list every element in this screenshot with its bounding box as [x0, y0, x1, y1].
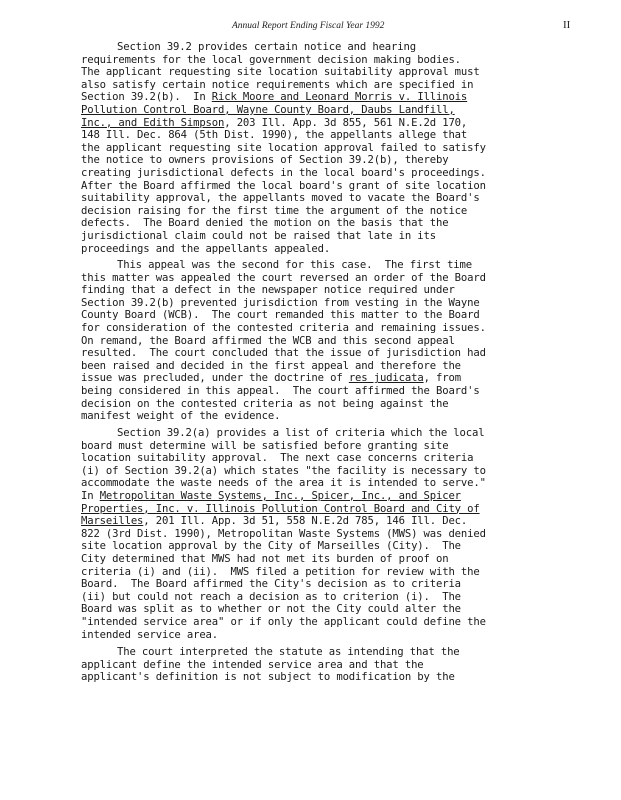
text-line [81, 259, 581, 272]
text-line [81, 272, 581, 285]
text-line [81, 217, 581, 230]
text-line [81, 578, 581, 591]
text-line [81, 528, 581, 541]
text-line [81, 104, 581, 117]
paragraph-court-interpretation [81, 646, 581, 684]
body-text: The applicant requesting site location suitability approval must [81, 66, 480, 79]
text-line [81, 91, 581, 104]
body-text: accommodate the waste needs of the area it is intended to serve." [81, 477, 486, 490]
body-text: intended service area. [81, 628, 219, 641]
text-line [81, 192, 581, 205]
text-line [81, 629, 581, 642]
text-line [81, 41, 581, 54]
body-text: the notice to owners provisions of Section 39.2(b), thereby [81, 154, 449, 167]
body-text: Board was split as to whether or not the City could alter the [81, 603, 461, 616]
body-text: Section 39.2 provides certain notice and hearing [117, 41, 416, 53]
text-line [81, 180, 581, 193]
text-line [81, 129, 581, 142]
text-line [81, 553, 581, 566]
body-text: finding that a defect in the newspaper notice required under [81, 284, 455, 297]
body-text: issue was precluded, under the doctrine of [81, 372, 349, 385]
body-text: , 203 Ill. App. 3d 855, 561 N.E.2d 170, [224, 116, 468, 129]
body-text: applicant define the intended service area and that the [81, 658, 424, 671]
text-line [81, 66, 581, 79]
text-line [81, 659, 581, 672]
text-line [81, 490, 581, 503]
body-text: After the Board affirmed the local board's grant of site location [81, 179, 486, 192]
body-text: 822 (3rd Dist. 1990), Metropolitan Waste Systems (MWS) was denied [81, 527, 486, 540]
body-text: Board. The Board affirmed the City's decision as to criteria [81, 578, 461, 591]
body-text: board must determine will be satisfied before granting site [81, 439, 449, 452]
text-line [81, 452, 581, 465]
paragraph-criteria-i [81, 427, 581, 641]
text-line [81, 335, 581, 348]
paragraph-notice-requirements [81, 41, 581, 255]
text-line [81, 398, 581, 411]
text-line [81, 503, 581, 516]
body-text: Section 39.2(b). In [81, 91, 212, 104]
body-text: suitability approval, the appellants moved to vacate the Board's [81, 192, 480, 205]
text-line [81, 360, 581, 373]
text-line [81, 347, 581, 360]
text-line [81, 205, 581, 218]
body-text: resulted. The court concluded that the issue of jurisdiction had [81, 347, 486, 360]
running-header: Annual Report Ending Fiscal Year 1992 [232, 21, 385, 31]
body-text: creating jurisdictional defects in the local board's proceedings. [81, 166, 486, 179]
text-line [81, 440, 581, 453]
body-text: jurisdictional claim could not be raised that late in its [81, 229, 436, 242]
text-line [81, 297, 581, 310]
case-citation-text: Metropolitan Waste Systems, Inc., Spicer, Inc., and Spicer [99, 489, 461, 502]
text-line [81, 540, 581, 553]
body-text: decision raising for the first time the argument of the notice [81, 204, 468, 217]
body-text: 148 Ill. Dec. 864 (5th Dist. 1990), the appellants allege that [81, 129, 468, 142]
text-line [81, 427, 581, 440]
body-text: decision on the contested criteria as not being against the [81, 397, 449, 410]
case-citation-text: Pollution Control Board, Wayne County Board, Daubs Landfill, [81, 103, 455, 116]
body-text: (i) of Section 39.2(a) which states "the facility is necessary to [81, 464, 486, 477]
body-text: proceedings and the appellants appealed. [81, 242, 331, 255]
text-line [81, 566, 581, 579]
body-text: This appeal was the second for this case. The first time [117, 259, 472, 271]
body-text: criteria (i) and (ii). MWS filed a petition for review with the [81, 565, 480, 578]
body-text: for consideration of the contested criteria and remaining issues. [81, 321, 486, 334]
body-text: County Board (WCB). The court remanded this matter to the Board [81, 309, 480, 322]
body-text: In [81, 489, 100, 502]
text-line [81, 372, 581, 385]
body-text: "intended service area" or if only the applicant could define the [81, 615, 486, 628]
paragraph-second-appeal [81, 259, 581, 423]
body-text: the applicant requesting site location approval failed to satisfy [81, 141, 486, 154]
text-line [81, 243, 581, 256]
text-line [81, 591, 581, 604]
text-line [81, 465, 581, 478]
body-text: site location approval by the City of Marseilles (City). The [81, 540, 461, 553]
body-text: Section 39.2(b) prevented jurisdiction from vesting in the Wayne [81, 296, 480, 309]
body-text: been raised and decided in the first appeal and therefore the [81, 359, 461, 372]
text-line [81, 322, 581, 335]
body-text: applicant's definition is not subject to modification by the [81, 671, 455, 684]
body-text: requirements for the local government decision making bodies. [81, 53, 461, 66]
body-text: (ii) but could not reach a decision as to criterion (i). The [81, 590, 461, 603]
text-line [81, 54, 581, 67]
body-text: , 201 Ill. App. 3d 51, 558 N.E.2d 785, 146 Ill. Dec. [143, 515, 468, 528]
text-line [81, 603, 581, 616]
text-line [81, 671, 581, 684]
text-line [81, 385, 581, 398]
text-line [81, 616, 581, 629]
text-line [81, 646, 581, 659]
case-citation-text: res judicata [348, 372, 424, 385]
text-line [81, 309, 581, 322]
text-line [81, 154, 581, 167]
body-text: The court interpreted the statute as intending that the [117, 646, 460, 658]
text-line [81, 410, 581, 423]
text-line [81, 477, 581, 490]
text-line [81, 117, 581, 130]
body-text: Section 39.2(a) provides a list of criteria which the local [117, 427, 485, 439]
body-text: defects. The Board denied the motion on the basis that the [81, 217, 449, 230]
text-line [81, 79, 581, 92]
body-text: manifest weight of the evidence. [81, 410, 281, 423]
case-citation-text: Marseilles [81, 515, 144, 528]
text-line [81, 167, 581, 180]
case-citation-text: Rick Moore and Leonard Morris v. Illinois [211, 91, 468, 104]
body-text: location suitability approval. The next case concerns criteria [81, 452, 474, 465]
text-line [81, 284, 581, 297]
body-text: also satisfy certain notice requirements which are specified in [81, 78, 474, 91]
case-citation-text: Properties, Inc. v. Illinois Pollution Control Board and City of [81, 502, 480, 515]
body-text: City determined that MWS had not met its burden of proof on [81, 552, 449, 565]
body-text: this matter was appealed the court reversed an order of the Board [81, 271, 486, 284]
text-line [81, 142, 581, 155]
page-number: II [563, 19, 571, 31]
body-text: On remand, the Board affirmed the WCB and this second appeal [81, 334, 455, 347]
text-line [81, 230, 581, 243]
body-text: , from [423, 372, 461, 385]
text-line [81, 515, 581, 528]
case-citation-text: Inc., and Edith Simpson [81, 116, 225, 129]
body-text: being considered in this appeal. The court affirmed the Board's [81, 384, 480, 397]
